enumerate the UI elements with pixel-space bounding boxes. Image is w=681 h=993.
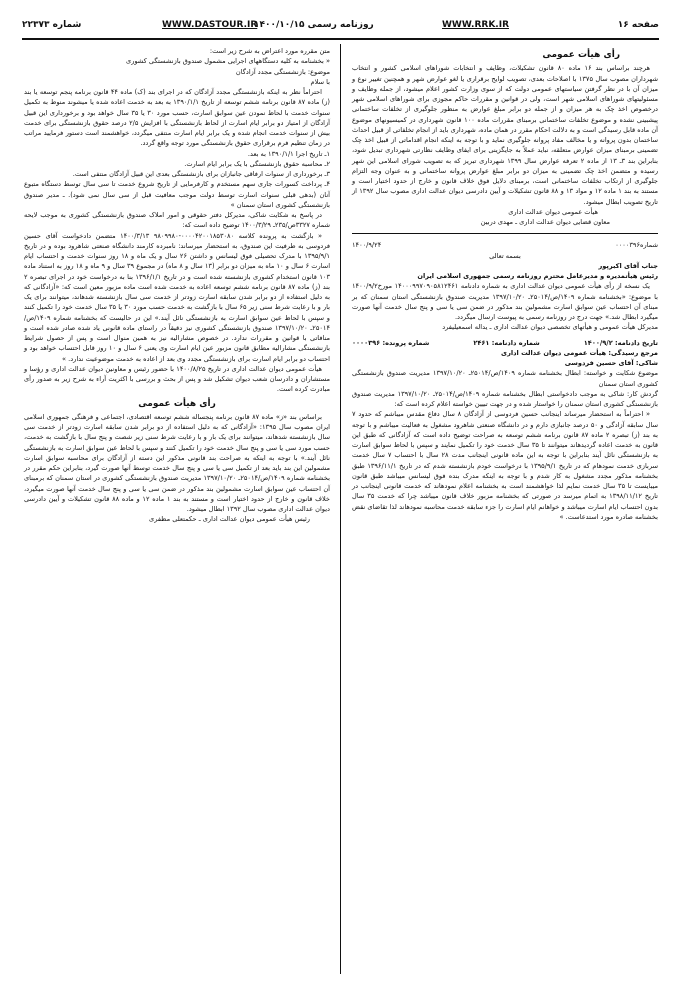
right-column: [352, 46, 658, 522]
verdict-authority: مرجع رسیدگی: هیأت عمومی دیوان عدالت اداری: [501, 348, 658, 357]
ruling-title-1: رأی هیأت عمومی: [542, 50, 620, 60]
verdict-file-number: شماره پرونده: ۰۰۰۰۳۹۶: [352, 338, 430, 347]
regulation-intro: متن مقرره مورد اعتراض به شرح زیر است:: [209, 47, 330, 55]
ruling-signature-2: رئیس هیأت عمومی دیوان عدالت اداری ـ حکمتعلی مظفری: [149, 515, 310, 524]
issue-number: شماره ۲۲۳۷۳: [22, 20, 82, 30]
letter-number: شماره۰۰۰۰۳۹۶: [615, 241, 658, 250]
header-rule: [22, 38, 659, 40]
session-text: هیأت عمومی دیوان عدالت اداری در تاریخ ۱۴۰۰/۸/۲۵ با حضور رئیس و معاونین دیوان عدالت اداری و رؤسا و مستشاران و دادرسان شعب دیوان تشکیل شد و پس از بحث و بررسی با اکثریت آراء به شرح زیر به صدور رأی مبادرت کرده است.: [24, 364, 330, 394]
column-divider: [340, 44, 341, 974]
defense-text: « بازگشت به پرونده کلاسه ۰۰۰۰۴۲۰۰۱۸۵۳۰۸۰-۹۸۰۹۹۸۰ ۱۴۰۰/۳/۱۳ متضمن دادخواست آقای حسین فردوسی به طرفیت این صندوق، به استحضار میرساند: نامبرده کارمند دانشگاه صنعتی شاهرود بوده و در تاریخ ۱۳۹۵/۹/۱ با مدرک تحصیلی فوق لیسانس و داشتن ۲۶ سال و یک ماه و ۱۸ روز سنوات خدمت و احتساب ایام اسارت ۶ سال و ۱۰ ماه به میزان دو برابر (۱۳ سال و ۸ ماه) در مجموع ۳۹ سال و ۹ ماه و ۱۸ روز به استناد ماده ۱۰۳ قانون استخدام کشوری بازنشسته شده است و در تاریخ ۱۳۹۶/۱/۱ بنا به درخواست خود در اجرای تبصره ۲ بند (ز) ماده ۸۷ قانون برنامه ششم توسعه اعاده به خدمت شده است ماده مزبور معین است که: «آزادگانی که به دلیل استفاده از دو برابر شدن سابقه اسارت زودتر از خدمت سی سال بازنشسته شدهاند، میتوانند برای یک بار و با رعایت شرط سنی زیر ۶۵ سال با بازگشت به خدمت حسب مورد ۳۰ یا ۳۵ سال خدمت خود را تکمیل کنند و سپس با لحاظ عین سوابق اسارت به بازنشستگی نائل آیند.» این در حالیست که بخشنامه شماره ۱۴۰۹/ص/۲۵۰۱۴ـ ۱۳۹۷/۱۰/۲۰ صندوق بازنشستگی کشوری نیز دقیقاً در راستای ماده قانونی یاد شده صادر شده است و منافاتی با قوانین و مقررات ندارد. در خصوص مشارالیه نیز به همین منوال است و پس از حصول شرایط بازنشستگی مشارالیه مطابق قانون مزبور عین ایام اسارت وی یعنی ۶ سال و ۱۰ روز قابل احتساب خواهد بود و احتساب دو برابر ایام اسارت برای بازنشستگی مجدد وی بعد از اعاده به خدمت موضوعیت ندارد. »: [24, 231, 331, 363]
verdict-number: شماره دادنامه: ۲۴۶۱: [473, 338, 540, 347]
letter-signature: مدیرکل هیأت عمومی و هیأتهای تخصصی دیوان عدالت اداری ـ یداله اسمعیلیفرد: [442, 323, 658, 332]
regulation-subject: موضوع: بازنشستگی مجدد آزادگان: [235, 67, 330, 76]
ruling-title-2: رأی هیأت عمومی: [138, 398, 216, 409]
regulation-item-2: ۲ـ محاسبه حقوق بازنشستگی با یک برابر ایام اسارت.: [184, 159, 330, 168]
defense-intro: در پاسخ به شکایت شاکی، مدیرکل دفتر حقوقی و امور املاک صندوق بازنشستگی کشوری به موجب لایحه شماره ۳۳۲۷ص/۲۳۵ـ ۱۴۰۰/۳/۲۹ توضیح داده است که:: [24, 211, 330, 230]
basmala: بسمه تعالی: [489, 251, 521, 260]
regulation-body: احتراماً نظر به اینکه بازنشستگی مجدد آزادگان که در اجرای بند (ک) ماده ۴۴ قانون برنامه پنجم توسعه یا بند (ز) ماده ۸۷ قانون برنامه ششم توسعه از تاریخ ۱۳۹۰/۱/۱ به بعد به خدمت اعاده شده یا میشوند منوط به تکمیل سنوات خدمت با لحاظ نمودن عین سوابق اسارت، حسب مورد ۳۰ یا ۳۵ سال خواهد بود و برخورداری این قبیل آزادگان از امتیاز دو برابر ایام اسارت از لحاظ بازنشستگی با افزایش ۲/۵ درصد حقوق بازنشستگی برای خدمت بیش از سنوات خدمت انجام شده و یک برابر ایام اسارت منتفی میگردد، خواهشمند است دستور فرمایید مراتب در زمان تنظیم فرم برقراری حقوق بازنشستگی مورد توجه واقع گردد.: [24, 88, 331, 148]
plaintiff-statement: « احتراماً به استحضار میرساند اینجانب حسین فردوسی از آزادگان ۸ سال دفاع مقدس میباشم که حدود ۷ سال سابقه آزادگی و ۵۰ درصد جانبازی دارم و در دانشگاه صنعتی شاهرود مشغول به فعالیت میباشم و با توجه به بند (ز) تبصره ۲ ماده ۸۷ قانون برنامه ششم توسعه به صراحت توضیح داده است که آزادگانی که طبق این قانون به خدمت اعاده گردیدهاند میتوانند تا ۳۵ سال خدمت خود را تکمیل نمایند و سپس با لحاظ سوابق اسارت به بازنشستگی نائل آیند بنابراین با توجه به این ماده قانونی اینجانب مدت ۲۸ سال با احتساب ۷ سال خدمت سربازی خدمت نمودهام که در تاریخ ۱۳۹۵/۹/۱ با درخواست خودم بازنشسته شدم که در تاریخ ۱۳۹۶/۱۱/۱ طبق بخشنامه مذکور مجدد مشغول به کار شدم و با توجه به اینکه مدرک بنده فوق لیسانس میباشد طبق قانون میبایست تا ۳۵ سال خدمت نمایم لذا خواهشمند است به بخشنامه اعلام نمودهاند که خدمت قانونی اینجانب در تاریخ ۱۳۹۸/۱۱/۱۲ به اتمام میرسد در صورتی که بخشنامه مزبور خلاف قانون میباشد چرا که خدمت ۳۵ سال بدون احتساب ایام اسارت میباشد و خواهانم ایام اسارت را جزء سابقه خدمت محاسبه نمودهاند لذا تقاضای نقض بخشنامه صادره مورد استدعاست. »: [352, 410, 659, 521]
letter-number-row: [352, 240, 658, 250]
verdict-process: گردش کار: شاکی به موجب دادخواستی ابطال بخشنامه شماره ۱۴۰۹/ص/۲۵۰۱۴ـ ۱۳۹۷/۱۰/۲۰ مدیریت صندوق بازنشستگی کشوری استان سمنان را خواستار شده و در جهت تبیین خواسته اعلام کرده است که:: [352, 389, 659, 408]
verdict-plaintiff: شاکی: آقای حسین فردوسی: [564, 359, 658, 367]
section-separator: [352, 233, 658, 234]
website-link-rrk[interactable]: WWW.RRK.IR: [442, 20, 509, 30]
verdict-date: تاریخ دادنامه: ۱۴۰۰/۹/۲: [583, 338, 658, 347]
letter-date: ۱۴۰۰/۹/۲۴: [352, 241, 382, 250]
ruling-signature-1b: معاون قضایی دیوان عدالت اداری ـ مهدی دربین: [480, 218, 610, 226]
regulation-item-3: ۳ـ برخورداری از سنوات ارفاقی جانبازان برای بازنشستگی بعدی این قبیل آزادگان منتفی است.: [72, 170, 330, 178]
left-column: [24, 46, 330, 525]
ruling-text-2: براساس بند «ز» ماده ۸۷ قانون برنامه پنجساله ششم توسعه اقتصادی، اجتماعی و فرهنگی جمهوری اسلامی ایران مصوب سال ۱۳۹۵: «آزادگانی که به دلیل استفاده از دو برابر شدن سابقه اسارت زودتر از خدمت سی سال بازنشسته شدهاند، میتوانند برای یک بار و با رعایت شرط سنی زیر شصت و پنج سال با بازگشت به خدمت، حسب مورد سی یا سی و پنج سال خدمت خود را تکمیل کنند و سپس با لحاظ عین سوابق اسارت به بازنشستگی نائل آیند.» با توجه به اینکه به صراحت بند قانونی مذکور این دسته از آزادگان برای محاسبه سوابق اسارت مشمولین این بند باید بعد از تکمیل سی یا سی و پنج سال خدمت توسط آنها صورت گیرد، بنابراین حکم مقرر در بخشنامه شماره ۱۴۰۹/ص/۲۵۰۱۴ـ ۱۳۹۷/۱۰/۲۰ مدیریت صندوق بازنشستگی کشوری در استان سمنان که برمبنای آن احتساب عین سوابق اسارت مشمولین بند مذکور در ضمن سی یا سی و پنج سال خدمت آنها صورت میگیرد، خلاف قانون و خارج از حدود اختیار است و مستند به بند ۱ ماده ۱۲ و ماده ۸۸ قانون تشکیلات و آیین دادرسی دیوان عدالت اداری مصوب سال ۱۳۹۲ ابطال میشود.: [24, 412, 331, 513]
letter-body: یک نسخه از رأی هیأت عمومی دیوان عدالت اداری به شماره دادنامه ۱۴۰۰۰۹۹۷۰۹۰۵۸۱۲۴۶۱ مورخ۱۴۰۰/۹/۲ با موضوع: «بخشنامه شماره ۱۴۰۹/ص/۲۵۰۱۴ـ ۱۳۹۷/۱۰/۲۰ مدیریت صندوق بازنشستگی استان سمنان که بر مبنای آن احتساب عین سوابق اسارت مشمولین بند مذکور در ضمن سی یا سی و پنج سال خدمت آنها صورت میگیرد ابطال شد.» جهت درج در روزنامه رسمی به پیوست ارسال میگردد.: [352, 282, 659, 321]
website-link-dastour[interactable]: WWW.DASTOUR.IR: [162, 20, 258, 30]
page-number-label: صفحه ۱۶: [617, 20, 659, 30]
regulation-item-4: ۴ـ پرداخت کسورات جاری سهم مستخدم و کارفرمایی از تاریخ شروع خدمت تا سی سال توسط دستگاه متبوع آنان (بدهی قبلی سنوات اسارت توسط دولت موجب معافیت قبل از سی سال نمی شود). ـ مدیر صندوق بازنشستگی کشوری استان سمنان »: [24, 180, 330, 209]
verdict-subject: موضوع شکایت و خواسته: ابطال بخشنامه شماره ۱۴۰۹/ص/۲۵۰۱۴ـ ۱۳۹۷/۱۰/۲۰ مدیریت صندوق بازنشستگی کشوری استان سمنان: [352, 369, 658, 388]
regulation-greeting: با سلام: [310, 77, 330, 86]
issue-date: روزنامه رسمی ۱۴۰۰/۱۰/۱۵: [254, 20, 374, 30]
verdict-meta-row: [352, 338, 658, 348]
ruling-text-1: هرچند براساس بند ۱۶ ماده ۸۰ قانون تشکیلات، وظایف و انتخابات شوراهای اسلامی کشور و انتخاب شهرداران مصوب سال ۱۳۷۵ با اصلاحات بعدی، تصویب لوایح برقراری یا لغو عوارض شهر و همچنین تغییر نوع و میزان آن با در نظر گرفتن سیاستهای عمومی دولت که از سوی وزارت کشور اعلام میشود، از جمله وظایف و مسئولیتهای شوراهای اسلامی شهر است، ولی در قوانین و مقررات حاکم مجوزی برای شوراهای اسلامی شهر درخصوص اخذ چک به هر میزان و از جمله دو برابر مبلغ عوارض به منظور جلوگیری از تخلفات ساختمانی پیشبینی نشده و موضوع تخلفات ساختمانی برمبنای مقررات ماده ۱۰۰ قانون شهرداری در کمیسیونهای موضوع آن ماده قابل رسیدگی است و به دلالت احکام مقرر در همان ماده، شهرداری باید از انجام تخلفاتی از قبیل احداث ساختمان بدون پروانه و یا مخالف مفاد پروانه جلوگیری نماید و با توجه به اینکه انجام اقداماتی از قبیل اخذ چک تضمینی برمبنای میزان عوارض متعلقه، نباید عملاً به جایگزینی برای ایفای وظایف نظارتی شهرداری تبدیل شود، بنابراین بند ۳ـ ۱۳ از ماده ۲ تعرفه عوارض سال ۱۳۹۹ شهرداری تبریز که به تصویب شورای اسلامی این شهر رسیده و متضمن اخذ چک تضمینی به میزان دو برابر مبلغ عوارض پروانه ساختمانی و به عنوان وجه التزام جلوگیری از ارتکاب تخلفات ساختمانی است، برمبنای دلایل فوق خلاف قانون و خارج از حدود اختیار است و مستند به بند ۱ ماده ۱۲ و مواد ۱۳ و ۸۸ قانون تشکیلات و آیین دادرسی دیوان عدالت اداری مصوب سال ۱۳۹۲ از تاریخ تصویب ابطال میشود.: [352, 64, 658, 206]
page-header: [22, 18, 659, 36]
regulation-quote-line: « بخشنامه به کلیه دستگاههای اجرایی مشمول صندوق بازنشستگی کشوری: [126, 57, 330, 66]
ruling-signature-1a: هیأت عمومی دیوان عدالت اداری: [508, 207, 598, 216]
regulation-item-1: ۱ـ تاریخ اجرا ۱۳۹۰/۱/۱ به بعد.: [247, 149, 330, 158]
addressee-name: جناب آقای اکبرپور: [598, 261, 658, 270]
addressee-title: رئیس هیأتمدیره و مدیرعامل محترم روزنامه رسمی جمهوری اسلامی ایران: [417, 272, 658, 280]
